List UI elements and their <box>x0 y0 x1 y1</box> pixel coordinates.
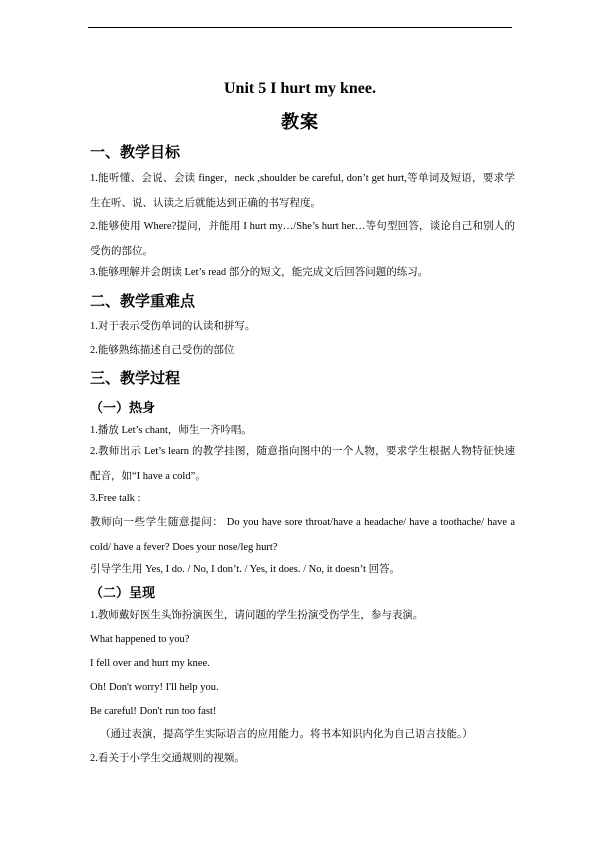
section-heading-process: 三、教学过程 <box>90 371 181 387</box>
dialogue-line-4: Be careful! Don't run too fast! <box>90 706 217 717</box>
warmup-item-4: 教师向一些学生随意提问： Do you have sore throat/have a headache/ have a toothache/ have a cold/ have a fever? Does your nose/leg hurt? <box>90 517 515 553</box>
warmup-item-3: 3.Free talk : <box>90 493 141 504</box>
warmup-item-2: 2.教师出示 Let’s learn 的教学挂图，随意指向图中的一个人物，要求学生根据人物特征快速配音，如“I have a cold”。 <box>90 446 515 482</box>
document-title: Unit 5 I hurt my knee. <box>223 80 376 97</box>
section-heading-key-points: 二、教学重难点 <box>90 294 196 310</box>
goals-item-1: 1.能听懂、会说、会读 finger，neck ,shoulder be careful, don’t get hurt,等单词及短语，要求学生在听、说、认读之后就能达到正确的书写程度。 <box>90 173 515 209</box>
document-subtitle: 教案 <box>281 112 319 132</box>
dialogue-line-1: What happened to you? <box>90 634 190 645</box>
section-heading-goals: 一、教学目标 <box>90 145 181 161</box>
present-item-1: 1.教师戴好医生头饰扮演医生，请问题的学生扮演受伤学生，参与表演。 <box>90 610 424 621</box>
header-rule <box>88 27 512 28</box>
subheading-warmup: （一）热身 <box>90 400 156 415</box>
key-points-item-1: 1.对于表示受伤单词的认读和拼写。 <box>90 321 256 332</box>
dialogue-line-3: Oh! Don't worry! I'll help you. <box>90 682 219 693</box>
warmup-item-1: 1.播放 Let’s chant，师生一齐吟唱。 <box>90 425 252 436</box>
present-note: （通过表演，提高学生实际语言的应用能力。将书本知识内化为自己语言技能。） <box>100 729 473 740</box>
present-item-2: 2.看关于小学生交通规则的视频。 <box>90 753 245 764</box>
key-points-item-2: 2.能够熟练描述自己受伤的部位 <box>90 345 235 356</box>
warmup-item-5: 引导学生用 Yes, I do. / No, I don’t. / Yes, it does. / No, it doesn’t 回答。 <box>90 564 401 575</box>
goals-item-2: 2.能够使用 Where?提问，并能用 I hurt my…/She’s hurt her…等句型回答，谈论自己和别人的受伤的部位。 <box>90 221 515 257</box>
goals-item-3: 3.能够理解并会朗读 Let’s read 部分的短文，能完成文后回答问题的练习。 <box>90 267 429 278</box>
dialogue-line-2: I fell over and hurt my knee. <box>90 658 210 669</box>
subheading-present: （二）呈现 <box>90 585 156 600</box>
